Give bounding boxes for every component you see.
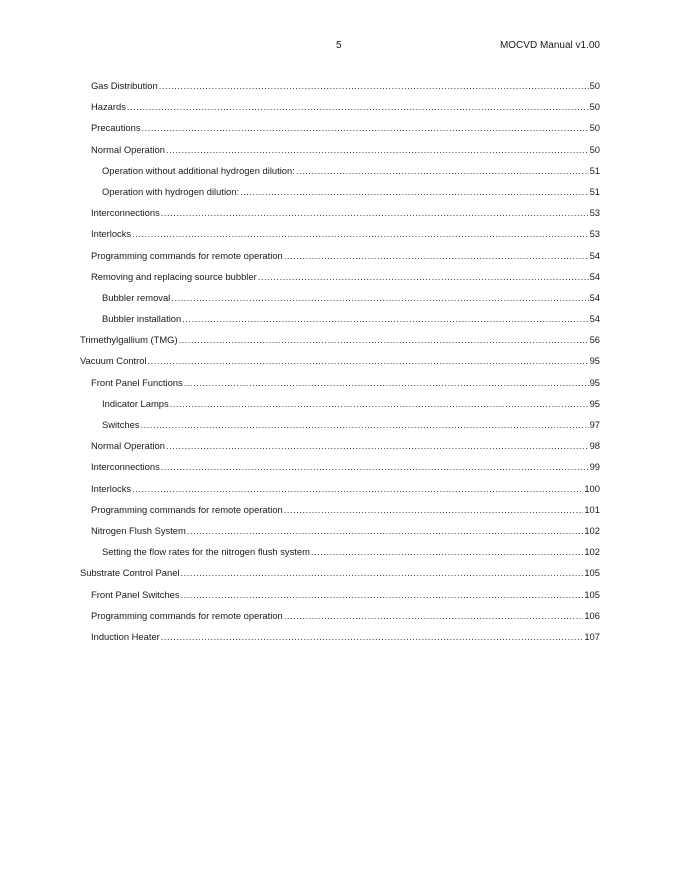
- toc-entry-title[interactable]: Operation with hydrogen dilution:: [102, 185, 240, 197]
- toc-entry-title[interactable]: Front Panel Switches: [91, 588, 180, 600]
- toc-entry-title[interactable]: Operation without additional hydrogen dilution:: [102, 164, 295, 176]
- toc-entry[interactable]: [80, 546, 600, 567]
- toc-entry[interactable]: [80, 122, 600, 143]
- toc-entry-title[interactable]: Programming commands for remote operation: [91, 249, 283, 261]
- toc-dot-leader: [161, 631, 584, 643]
- toc-dot-leader: [284, 250, 589, 262]
- toc-entry[interactable]: [80, 334, 600, 355]
- toc-dot-leader: [181, 589, 584, 601]
- toc-entry-page-number[interactable]: 106: [584, 609, 600, 621]
- toc-entry[interactable]: [80, 631, 600, 652]
- toc-entry-title[interactable]: Indicator Lamps: [102, 397, 169, 409]
- toc-entry-title[interactable]: Bubbler removal: [102, 291, 171, 303]
- toc-entry-page-number[interactable]: 95: [589, 355, 600, 367]
- toc-entry-page-number[interactable]: 51: [589, 185, 600, 197]
- toc-entry-page-number[interactable]: 95: [589, 376, 600, 388]
- toc-dot-leader: [187, 525, 584, 537]
- toc-entry-page-number[interactable]: 99: [589, 461, 600, 473]
- toc-entry[interactable]: [80, 419, 600, 440]
- toc-entry[interactable]: [80, 377, 600, 398]
- toc-dot-leader: [127, 101, 589, 113]
- toc-entry-title[interactable]: Normal Operation: [91, 440, 165, 452]
- toc-entry[interactable]: [80, 567, 600, 588]
- toc-entry-title[interactable]: Gas Distribution: [91, 80, 158, 91]
- toc-entry-title[interactable]: Substrate Control Panel: [80, 567, 180, 579]
- toc-entry[interactable]: [80, 271, 600, 292]
- toc-dot-leader: [296, 165, 589, 177]
- toc-entry[interactable]: [80, 440, 600, 461]
- toc-entry-title[interactable]: Normal Operation: [91, 143, 165, 155]
- toc-dot-leader: [166, 440, 589, 452]
- toc-entry[interactable]: [80, 461, 600, 482]
- toc-entry-page-number[interactable]: 56: [589, 334, 600, 346]
- toc-entry-title[interactable]: Switches: [102, 419, 140, 430]
- toc-dot-leader: [141, 419, 589, 431]
- toc-entry-title[interactable]: Hazards: [91, 101, 126, 113]
- toc-entry-title[interactable]: Vacuum Control: [80, 355, 147, 367]
- toc-entry-title[interactable]: Precautions: [91, 122, 141, 134]
- toc-entry[interactable]: [80, 292, 600, 313]
- toc-entry-page-number[interactable]: 102: [584, 546, 600, 558]
- toc-entry-page-number[interactable]: 107: [584, 630, 600, 642]
- toc-entry-title[interactable]: Interconnections: [91, 207, 160, 219]
- toc-dot-leader: [184, 377, 589, 389]
- toc-entry-title[interactable]: Removing and replacing source bubbler: [91, 270, 257, 282]
- toc-entry-page-number[interactable]: 53: [589, 207, 600, 219]
- document-title: MOCVD Manual v1.00: [499, 40, 600, 51]
- toc-entry-page-number[interactable]: 100: [584, 482, 600, 494]
- toc-entry-title[interactable]: Programming commands for remote operation: [91, 503, 283, 515]
- toc-entry[interactable]: [80, 483, 600, 504]
- toc-entry-title[interactable]: Induction Heater: [91, 630, 160, 642]
- toc-entry-page-number[interactable]: 102: [584, 524, 600, 536]
- toc-entry-title[interactable]: Trimethylgallium (TMG): [80, 334, 178, 346]
- toc-entry[interactable]: [80, 589, 600, 610]
- toc-entry-page-number[interactable]: 105: [584, 588, 600, 600]
- toc-entry[interactable]: [80, 398, 600, 419]
- toc-dot-leader: [159, 80, 589, 92]
- toc-entry-page-number[interactable]: 50: [589, 101, 600, 113]
- toc-entry[interactable]: [80, 165, 600, 186]
- toc-entry-page-number[interactable]: 97: [589, 419, 600, 430]
- toc-dot-leader: [142, 122, 589, 134]
- toc-dot-leader: [284, 504, 584, 516]
- toc-entry-page-number[interactable]: 53: [589, 228, 600, 240]
- toc-entry-page-number[interactable]: 101: [584, 503, 600, 515]
- toc-entry-title[interactable]: Interlocks: [91, 228, 132, 240]
- toc-dot-leader: [132, 228, 588, 240]
- toc-entry-page-number[interactable]: 54: [589, 313, 600, 325]
- toc-dot-leader: [179, 334, 589, 346]
- toc-dot-leader: [181, 567, 584, 579]
- toc-entry[interactable]: [80, 355, 600, 376]
- toc-entry-page-number[interactable]: 50: [589, 80, 600, 91]
- toc-entry-title[interactable]: Interconnections: [91, 461, 160, 473]
- toc-entry-title[interactable]: Programming commands for remote operation: [91, 609, 283, 621]
- toc-entry-title[interactable]: Bubbler installation: [102, 313, 182, 325]
- page-header: [0, 40, 680, 54]
- toc-entry[interactable]: [80, 610, 600, 631]
- toc-dot-leader: [284, 610, 584, 622]
- toc-entry-page-number[interactable]: 50: [589, 143, 600, 155]
- toc-entry-page-number[interactable]: 54: [589, 249, 600, 261]
- toc-dot-leader: [161, 207, 589, 219]
- toc-entry[interactable]: [80, 80, 600, 101]
- toc-entry-page-number[interactable]: 54: [589, 291, 600, 303]
- toc-dot-leader: [311, 546, 583, 558]
- toc-entry-page-number[interactable]: 95: [589, 397, 600, 409]
- toc-entry-title[interactable]: Nitrogen Flush System: [91, 524, 186, 536]
- toc-entry[interactable]: [80, 313, 600, 334]
- toc-entry[interactable]: [80, 525, 600, 546]
- toc-entry-page-number[interactable]: 51: [589, 164, 600, 176]
- toc-dot-leader: [166, 144, 589, 156]
- toc-entry[interactable]: [80, 186, 600, 207]
- toc-entry[interactable]: [80, 101, 600, 122]
- toc-dot-leader: [170, 398, 589, 410]
- toc-entry-page-number[interactable]: 105: [584, 567, 600, 579]
- toc-entry-title[interactable]: Front Panel Functions: [91, 376, 183, 388]
- toc-entry-title[interactable]: Setting the flow rates for the nitrogen flush system: [102, 546, 310, 558]
- toc-dot-leader: [182, 313, 588, 325]
- table-of-contents: [80, 80, 600, 652]
- toc-dot-leader: [148, 355, 589, 367]
- toc-entry[interactable]: [80, 504, 600, 525]
- toc-entry-page-number[interactable]: 98: [589, 440, 600, 452]
- toc-entry-page-number[interactable]: 54: [589, 270, 600, 282]
- toc-dot-leader: [258, 271, 589, 283]
- toc-entry-page-number[interactable]: 50: [589, 122, 600, 134]
- toc-entry[interactable]: [80, 144, 600, 165]
- toc-entry[interactable]: [80, 250, 600, 271]
- toc-entry-title[interactable]: Interlocks: [91, 482, 132, 494]
- page-number: 5: [336, 40, 342, 51]
- toc-dot-leader: [132, 483, 583, 495]
- toc-entry[interactable]: [80, 207, 600, 228]
- toc-dot-leader: [240, 186, 588, 198]
- toc-entry[interactable]: [80, 228, 600, 249]
- toc-dot-leader: [171, 292, 588, 304]
- toc-dot-leader: [161, 461, 589, 473]
